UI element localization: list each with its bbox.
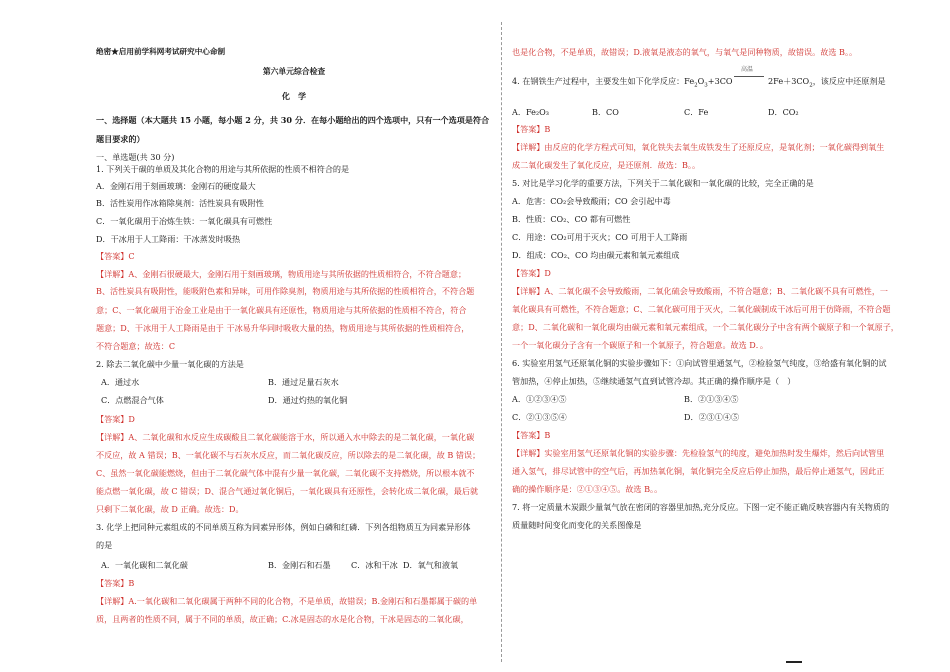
q4-stem-text: 4. 在钢铁生产过程中，主要发生如下化学反应：Fe (512, 76, 695, 86)
q2-explanation-5: 只剩下二氧化碳，故 D 正确。故选：D。 (96, 504, 244, 514)
q2-option-b: B．通过足量石灰水 (268, 377, 339, 387)
q6-option-a: A．①②③④⑤ (512, 394, 567, 404)
secret-label: 绝密★启用前学科网考试研究中心命制 (96, 47, 226, 56)
q3-option-c: C．冰和干冰 (351, 560, 398, 570)
q4-option-a: A．Fe₂O₃ (512, 107, 550, 117)
q4-option-b: B．CO (592, 107, 619, 117)
q5-explanation-1: 【详解】A、二氧化碳不会导致酸雨，二氧化硫会导致酸雨，不符合题意；B、二氧化碳不具有可燃性，一 (512, 286, 889, 296)
q3-stem: 3. 化学上把同种元素组成的不同单质互称为同素异形体，例如白磷和红磷．下列各组物质互为同素异形体 (96, 522, 471, 532)
q1-option-d: D．干冰用于人工降雨：干冰蒸发时吸热 (96, 234, 241, 244)
section-heading-cont: 题目要求的） (96, 134, 145, 144)
q7-stem-cont: 质量随时间变化而变化的关系图像是 (512, 520, 642, 530)
q6-option-b: B．②①③④⑤ (684, 394, 739, 404)
q1-stem: 1. 下列关于碳的单质及其化合物的用途与其所依据的性质不相符合的是 (96, 164, 350, 174)
q5-stem: 5. 对比是学习化学的重要方法，下列关于二氧化碳和一氧化碳的比较，完全正确的是 (512, 178, 814, 188)
q1-explanation-3: 意；C、一氧化碳用于冶金工业是由于一氧化碳具有还原性，物质用途与其所依据的性质相不符合，符合 (96, 305, 467, 315)
q2-explanation-2: 不反应，故 A 错误；B、一氧化碳不与石灰水反应，而二氧化碳反应，所以除去的是二氧化碳，故 B 错误； (96, 450, 481, 460)
q4-question-text: ，该反应中还原剂是 (812, 76, 886, 86)
q5-explanation-3: 意；D、二氧化碳和一氧化碳均由碳元素和氧元素组成，一个二氧化碳分子中含有两个碳原子和一个氧原子， (512, 322, 899, 332)
q2-stem: 2. 除去二氧化碳中少量一氧化碳的方法是 (96, 359, 244, 369)
q1-explanation-1: 【详解】A、金刚石很硬最大，金刚石用于刻画玻璃，物质用途与其所依据的性质相符合，不符合题意； (96, 269, 467, 279)
q1-option-b: B．活性炭用作冰箱除臭剂：活性炭具有吸附性 (96, 198, 264, 208)
q1-explanation-4: 题意；D、干冰用于人工降雨是由于 干冰易升华同时吸收大量的热，物质用途与其所依据的性质相符合， (96, 323, 470, 333)
q5-option-a: A．危害：CO₂会导致酸雨；CO 会引起中毒 (512, 196, 671, 206)
q3-option-a: A．一氧化碳和二氧化碳 (101, 560, 188, 570)
q5-explanation-4: 一个一氧化碳分子含有一个碳原子和一个氧原子，符合题意。故选 D．。 (512, 340, 768, 350)
q2-option-d: D．通过灼热的氧化铜 (268, 395, 348, 405)
q6-answer: 【答案】B (512, 430, 551, 440)
section-subheading: 一、单选题(共 30 分) (96, 152, 175, 162)
q3-stem-cont: 的是 (96, 540, 113, 550)
q6-explanation-1: 【详解】实验室用氢气还原氧化铜的实验步骤：先检验氢气的纯度，避免加热时发生爆炸，然后向试管里 (512, 448, 885, 458)
q5-option-b: B．性质：CO₂、CO 都有可燃性 (512, 214, 631, 224)
subject-title: 化 学 (281, 91, 307, 101)
q6-explanation-3: 确的操作顺序是：②①③④⑤。故选 B。。 (512, 484, 663, 494)
q5-answer: 【答案】D (512, 268, 551, 278)
q4-option-d: D．CO₂ (768, 107, 799, 117)
q4-sub-3: 3 (704, 82, 708, 89)
q3-explanation-1: 【详解】A.一氧化碳和二氧化碳属于两种不同的化合物，不是单质，故错误；B.金刚石和石墨都属于碳的单 (96, 596, 478, 606)
footer-mark (786, 661, 802, 663)
q6-option-d: D．②③①④⑤ (684, 412, 740, 422)
q4-products (768, 76, 886, 92)
q4-answer: 【答案】B (512, 124, 551, 134)
q4-sub-2: 2 (694, 82, 698, 89)
q2-option-a: A．通过水 (101, 377, 140, 387)
q4-stem-co: +3CO (707, 76, 733, 86)
q4-condition: 高温 (741, 66, 754, 73)
q3-explanation-cont: 也是化合物，不是单质，故错误；D.液氧是液态的氧气，与氧气是同种物质，故错误。故选 B。。 (512, 47, 858, 57)
q4-products-text: 2Fe＋3CO (768, 76, 810, 86)
q6-stem: 6. 实验室用氢气还原氧化铜的实验步骤如下：①向试管里通氢气，②检验氢气纯度，③给盛有氧化铜的试 (512, 358, 887, 368)
q5-option-c: C．用途：CO₂可用于灭火；CO 可用于人工降雨 (512, 232, 688, 242)
q2-answer: 【答案】D (96, 414, 135, 424)
q5-explanation-2: 氧化碳具有可燃性，不符合题意；C、二氧化碳可用于灭火，二氧化碳制成干冰后可用于仿降雨，不符合题 (512, 304, 891, 314)
q5-option-d: D．组成：CO₂、CO 均由碳元素和氧元素组成 (512, 250, 680, 260)
q4-condition-bar (734, 76, 764, 77)
column-divider (501, 22, 502, 662)
exam-title: 第六单元综合检查 (262, 67, 326, 76)
q4-stem (512, 76, 733, 92)
q1-explanation-5: 不符合题意；故选：C (96, 341, 176, 351)
q7-stem: 7. 将一定质量木炭跟少量氧气放在密闭的容器里加热,充分反应。下图一定不能正确反映容器内有关物质的 (512, 502, 890, 512)
q2-explanation-1: 【详解】A、二氧化碳和水反应生成碳酸且二氧化碳能溶于水，所以通入水中除去的是二氧化碳，一氧化碳 (96, 432, 475, 442)
q4-option-c: C．Fe (684, 107, 709, 117)
q6-explanation-2: 通入氢气，排尽试管中的空气后，再加热氧化铜，氧化铜完全反应后停止加热，最后停止通氢气，因此正 (512, 466, 885, 476)
q2-explanation-4: 能点燃一氧化碳，故 C 错误；D、混合气通过氧化铜后，一氧化碳具有还原性，会转化成二氧化碳，最后就 (96, 486, 479, 496)
section-heading: 一、选择题（本大题共 15 小题，每小题 2 分，共 30 分．在每小题给出的四个选项中，只有一个选项是符合 (96, 115, 490, 125)
q3-explanation-2: 质，且两者的性质不同，属于不同的单质，故正确；C.冰是固态的水是化合物，干冰是固态的二氧化碳， (96, 614, 469, 624)
q4-explanation-1: 【详解】由反应的化学方程式可知，氧化铁失去氧生成铁发生了还原反应，是氧化剂；一氧化碳得到氧生 (512, 142, 885, 152)
q1-option-a: A．金刚石用于刻画玻璃：金刚石的硬度最大 (96, 181, 256, 191)
q3-option-d: D．氧气和液氧 (403, 560, 459, 570)
q2-explanation-3: C、虽然一氧化碳能燃烧，但由于二氧化碳气体中混有少量一氧化碳，二氧化碳不支持燃烧，所以根本就不 (96, 468, 475, 478)
q4-sub-2b: 2 (809, 82, 813, 89)
q6-stem-cont: 管加热，④停止加热，⑤继续通氢气直到试管冷却。其正确的操作顺序是（ ） (512, 376, 796, 386)
q2-option-c: C．点燃混合气体 (101, 395, 164, 405)
q1-answer: 【答案】C (96, 251, 135, 261)
q3-answer: 【答案】B (96, 578, 135, 588)
q1-explanation-2: B、活性炭具有吸附性，能吸附色素和异味，可用作除臭剂，物质用途与其所依据的性质相符合，不符合题 (96, 286, 475, 296)
q3-option-b: B．金刚石和石墨 (268, 560, 331, 570)
q6-option-c: C．②①③⑤④ (512, 412, 567, 422)
q1-option-c: C．一氧化碳用于冶炼生铁：一氧化碳具有可燃性 (96, 216, 273, 226)
q4-explanation-2: 成二氧化碳发生了氧化反应，是还原剂．故选：B。。 (512, 160, 701, 170)
q4-oxygen: O (697, 76, 705, 86)
